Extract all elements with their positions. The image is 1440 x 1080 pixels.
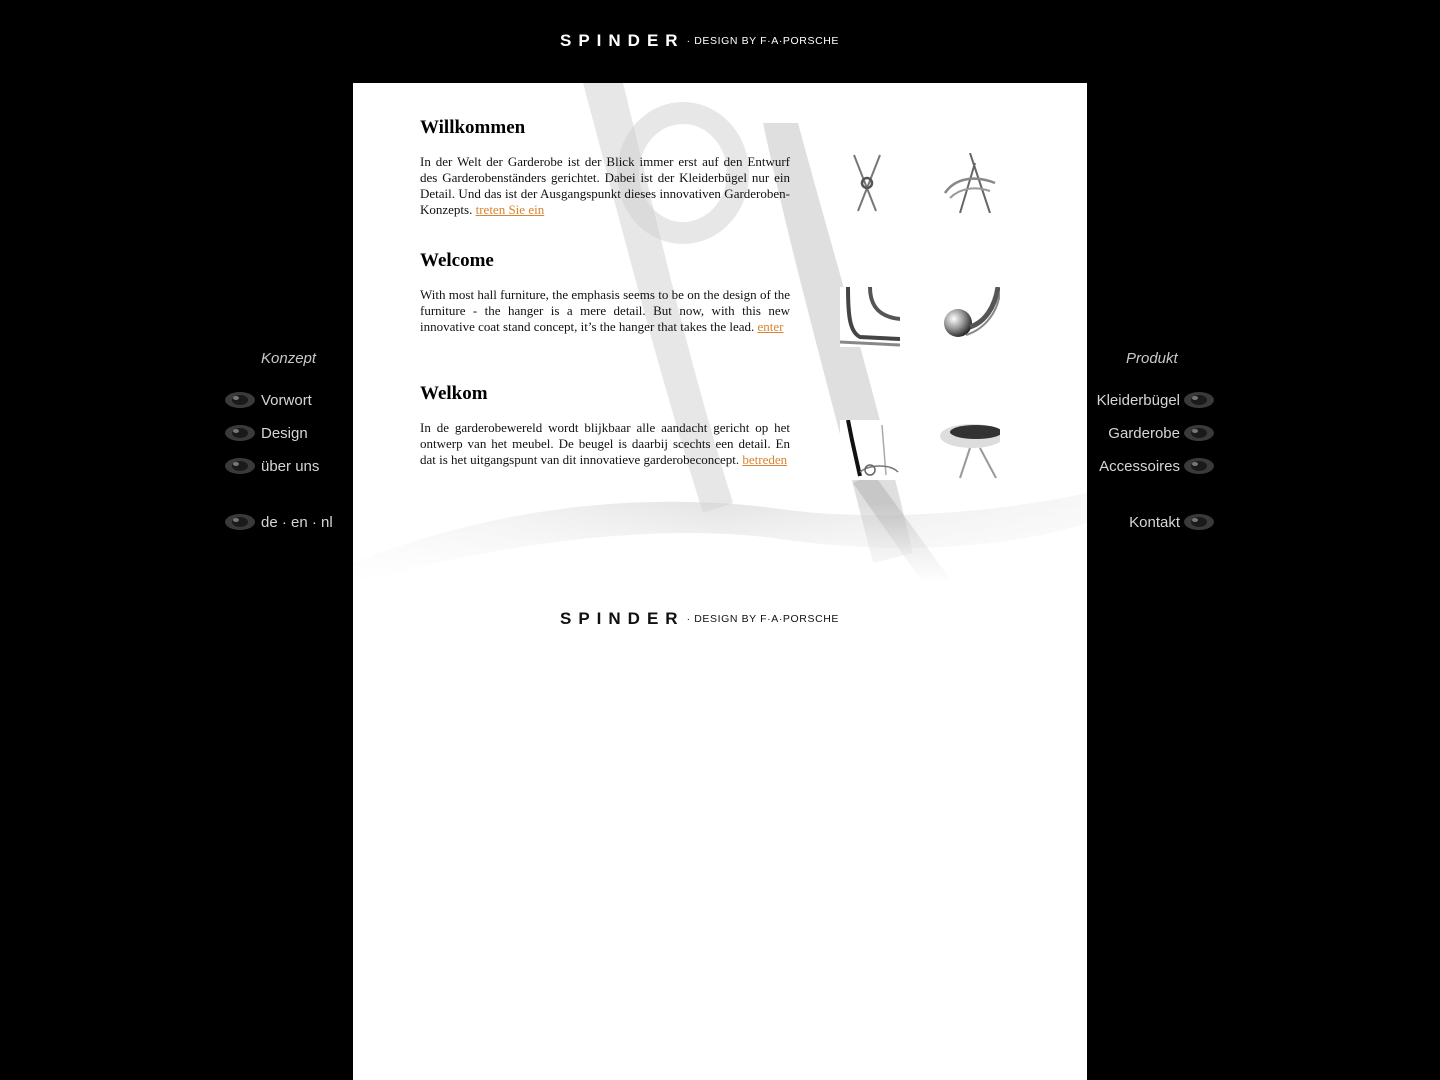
nav-heading-konzept: Konzept [261, 350, 317, 367]
eye-icon [1183, 391, 1215, 409]
section-german [420, 117, 790, 218]
language-switcher[interactable]: de · en · nl [261, 513, 333, 531]
nav-label: Kontakt [1129, 513, 1180, 531]
section-text [420, 287, 790, 335]
eye-icon [1183, 513, 1215, 531]
eye-icon [1183, 457, 1215, 475]
logo-brand: SPINDER [560, 609, 685, 628]
enter-link-nl[interactable]: betreden [742, 452, 788, 467]
thumbnail-accessory[interactable] [940, 420, 1000, 480]
eye-icon [224, 391, 256, 409]
section-heading: Willkommen [420, 117, 526, 138]
top-logo[interactable] [560, 31, 890, 51]
section-english [420, 250, 790, 335]
section-dutch [420, 383, 790, 468]
eye-icon [224, 513, 256, 531]
nav-heading-produkt: Produkt [1126, 350, 1178, 367]
thumbnail-hanger-knot[interactable] [840, 153, 900, 213]
nav-item-vorwort[interactable] [224, 391, 312, 409]
eye-icon [224, 457, 256, 475]
enter-link-en[interactable]: enter [757, 319, 784, 334]
nav-label: über uns [261, 457, 320, 475]
nav-label: Accessoires [1099, 457, 1180, 475]
nav-item-design[interactable] [224, 424, 308, 442]
nav-item-kontakt[interactable] [1129, 513, 1215, 531]
nav-item-accessoires[interactable] [1099, 457, 1215, 475]
section-text [420, 154, 790, 218]
nav-label: Kleiderbügel [1096, 391, 1180, 409]
nav-item-ueber-uns[interactable] [224, 457, 319, 475]
nav-item-kleiderbuegel[interactable] [1097, 391, 1215, 409]
nav-item-languages[interactable] [224, 513, 333, 531]
section-heading: Welkom [420, 383, 488, 404]
logo-tagline: · DESIGN BY F·A·PORSCHE [686, 613, 840, 625]
eye-icon [224, 424, 256, 442]
thumbnail-hanger-ball[interactable] [940, 287, 1000, 347]
section-body: With most hall furniture, the emphasis seems to be on the design of the furniture - the hanger is a mere detail. But now, with this new innovative coat stand concept, it’s the hanger that takes the lead. [420, 287, 790, 334]
enter-link-de[interactable]: treten Sie ein [475, 202, 545, 217]
content-panel [353, 83, 1087, 1080]
section-heading: Welcome [420, 250, 494, 271]
logo-brand: SPINDER [560, 31, 685, 50]
logo-tagline: · DESIGN BY F·A·PORSCHE [686, 35, 840, 47]
bottom-logo[interactable] [560, 609, 890, 629]
thumbnail-hanger-stand[interactable] [940, 153, 1000, 213]
nav-label: Design [261, 424, 308, 442]
section-text [420, 420, 790, 468]
nav-label: Vorwort [261, 391, 312, 409]
nav-item-garderobe[interactable] [1108, 424, 1215, 442]
section-body: In de garderobewereld wordt blijkbaar alle aandacht gericht op het ontwerp van het meubel. De beugel is daarbij scechts een detail. En dat is het uitgangspunt van dit innovatieve garderobeconcept. [420, 420, 790, 467]
nav-label: Garderobe [1108, 424, 1180, 442]
thumbnail-coat-stand[interactable] [840, 420, 900, 480]
thumbnail-hanger-curve[interactable] [840, 287, 900, 347]
eye-icon [1183, 424, 1215, 442]
section-body: In der Welt der Garderobe ist der Blick immer erst auf den Entwurf des Garderobenständers gerichtet. Dabei ist der Kleiderbügel nur ein Detail. Und das ist der Ausgangspunkt dieses innovativen Garderoben-Konzepts. [420, 154, 790, 217]
